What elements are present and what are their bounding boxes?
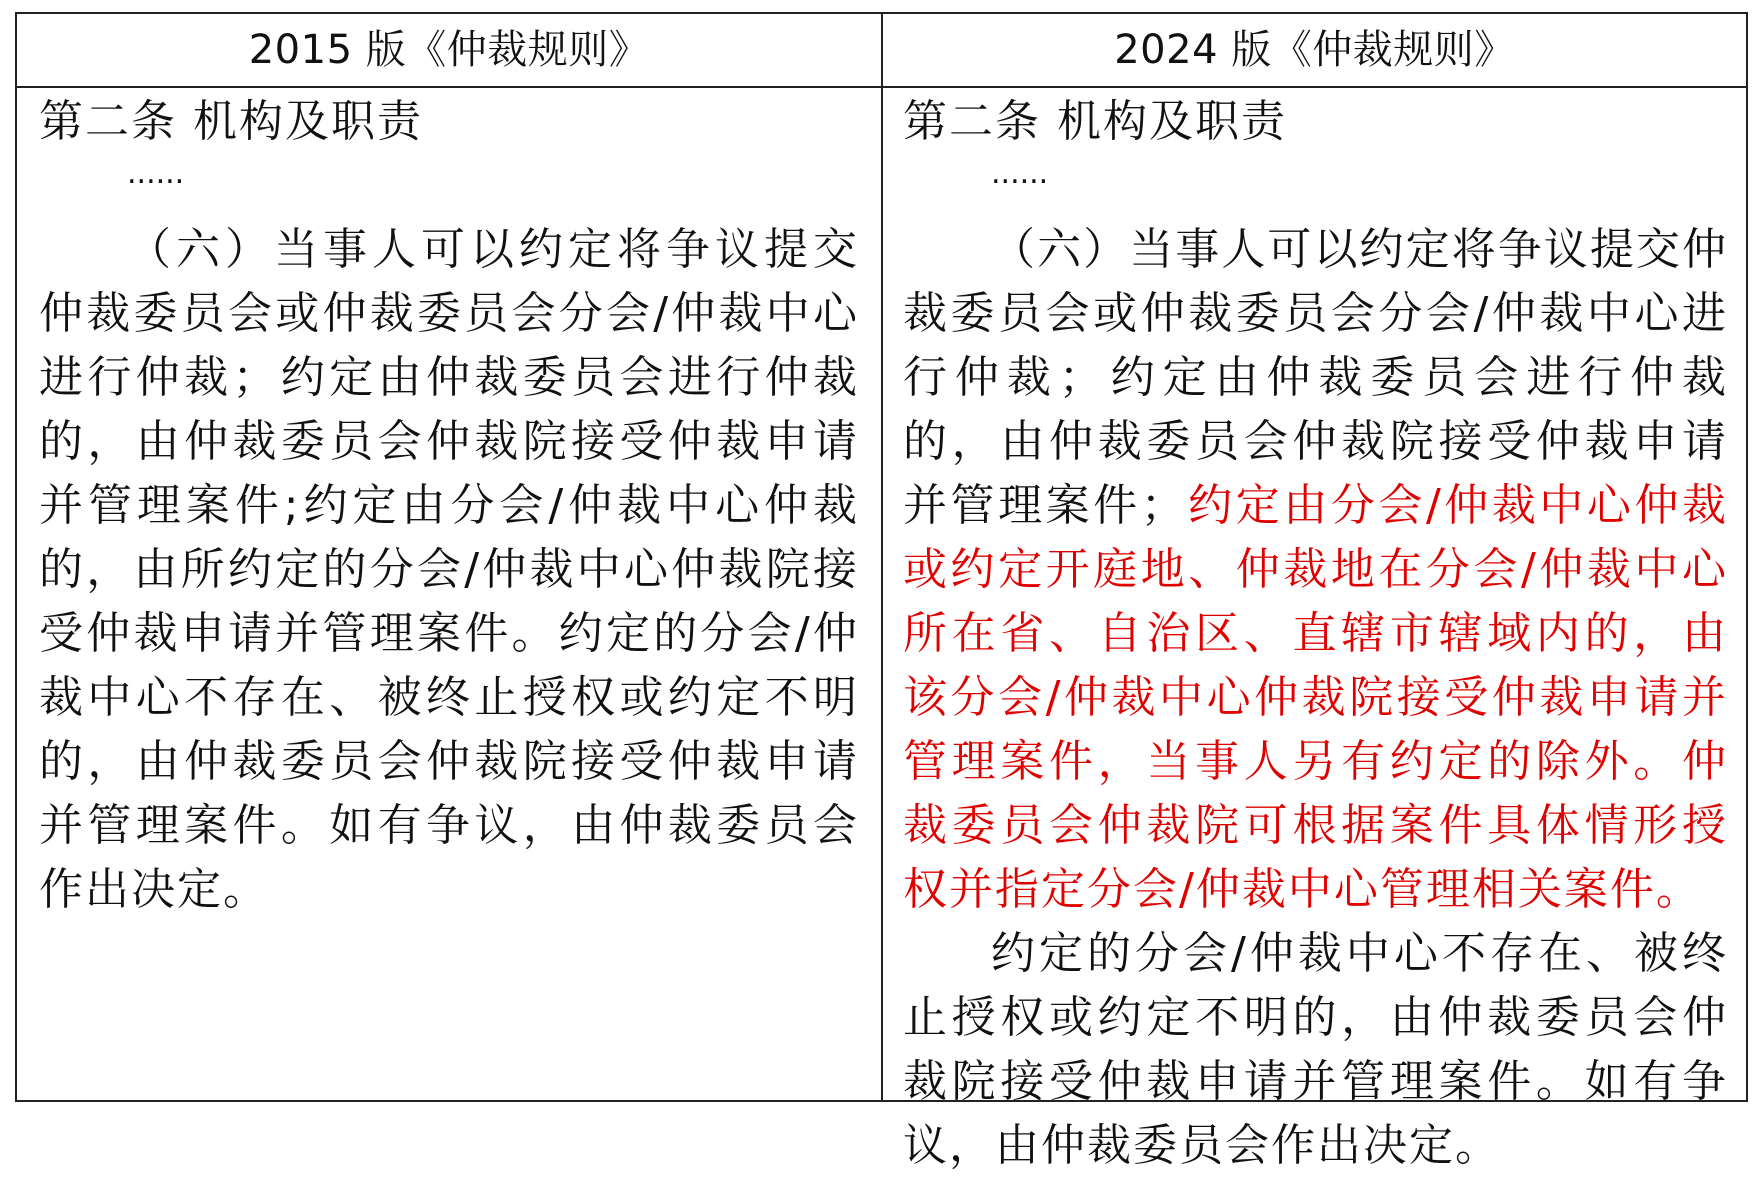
column-2024 (903, 90, 1728, 1178)
article-title-2015: 第二条 机构及职责 (39, 96, 423, 147)
comparison-table (15, 12, 1748, 1171)
column-2015 (39, 90, 859, 922)
paragraph-2015: （六）当事人可以约定将争议提交仲裁委员会或仲裁委员会分会/仲裁中心进行仲裁；约定由仲裁委员会进行仲裁的，由仲裁委员会仲裁院接受仲裁申请并管理案件;约定由分会/仲裁中心仲裁的，由所约定的分会/仲裁中心仲裁院接受仲裁申请并管理案件。约定的分会/仲裁中心不存在、被终止授权或约定不明的，由仲裁委员会仲裁院接受仲裁申请并管理案件。如有争议，由仲裁委员会作出决定。 (39, 224, 859, 915)
ellipsis-2024: ...... (991, 156, 1049, 191)
paragraph-2024-1-amended: 约定由分会/仲裁中心仲裁或约定开庭地、仲裁地在分会/仲裁中心所在省、自治区、直辖市辖域内的，由该分会/仲裁中心仲裁院接受仲裁申请并管理案件，当事人另有约定的除外。仲裁委员会仲裁院可根据案件具体情形授权并指定分会/仲裁中心管理相关案件。 (903, 480, 1729, 915)
header-divider (17, 86, 1746, 88)
article-title-2024: 第二条 机构及职责 (903, 96, 1287, 147)
header-2015: 2015 版《仲裁规则》 (248, 27, 650, 73)
paragraph-2024-1-unchanged: （六）当事人可以约定将争议提交仲裁委员会或仲裁委员会分会/仲裁中心进行仲裁；约定由仲裁委员会进行仲裁的，由仲裁委员会仲裁院接受仲裁申请并管理案件； (903, 224, 1728, 531)
paragraph-2024-2: 约定的分会/仲裁中心不存在、被终止授权或约定不明的，由仲裁委员会仲裁院接受仲裁申请并管理案件。如有争议，由仲裁委员会作出决定。 (903, 928, 1728, 1171)
ellipsis-2015: ...... (127, 156, 185, 191)
column-divider (881, 14, 883, 1100)
header-2024: 2024 版《仲裁规则》 (1114, 27, 1515, 73)
paragraph-2024-1 (903, 218, 1728, 922)
